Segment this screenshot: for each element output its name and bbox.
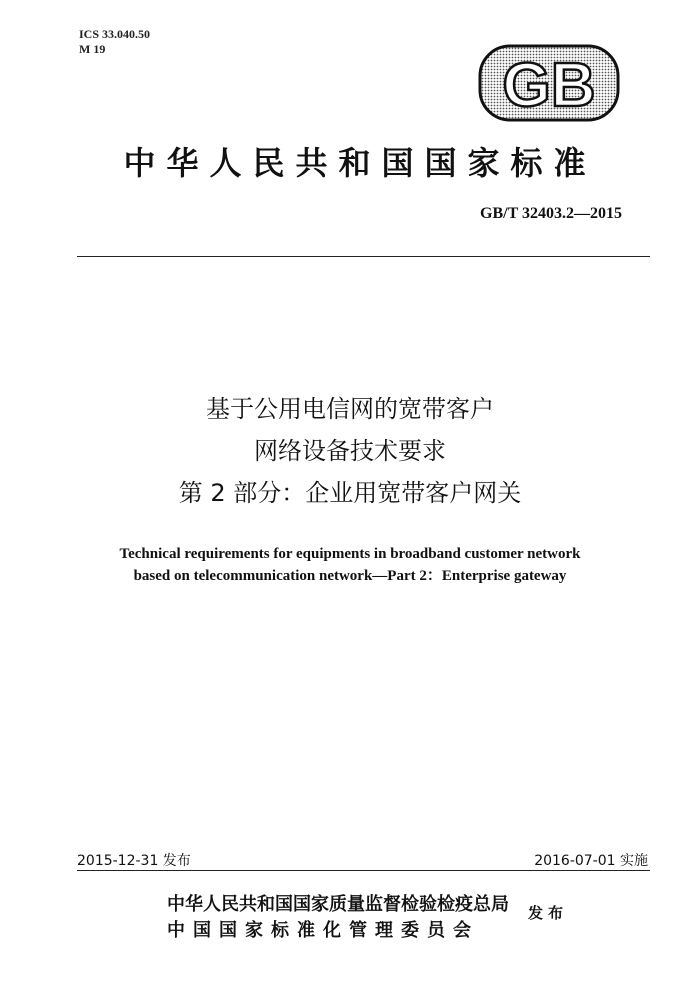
gb-logo (478, 44, 620, 122)
issuer-aqsiq: 中华人民共和国国家质量监督检验检疫总局 (167, 894, 509, 915)
ics-codes (79, 27, 150, 57)
standard-number: GB/T 32403.2—2015 (480, 205, 622, 222)
gb-logo-text: GB (502, 51, 596, 120)
issue-date: 2015-12-31 发布 (77, 853, 191, 869)
top-divider (77, 256, 650, 257)
english-title-line-2: based on telecommunication network—Part 2：Enterprise gateway (133, 568, 567, 584)
publish-label: 发布 (528, 904, 569, 922)
chinese-title-line-3: 第 2 部分：企业用宽带客户网关 (178, 479, 522, 507)
ccs-code: M 19 (79, 42, 106, 56)
issuer-sac: 中国国家标准化管理委员会 (167, 920, 479, 941)
chinese-title-line-2: 网络设备技术要求 (254, 437, 446, 465)
national-standard-title: 中华人民共和国国家标准 (123, 144, 597, 182)
chinese-title-line-1: 基于公用电信网的宽带客户 (206, 395, 494, 423)
bottom-divider (77, 870, 650, 871)
english-title-line-1: Technical requirements for equipments in broadband customer network (119, 546, 581, 562)
ics-code: ICS 33.040.50 (79, 27, 151, 41)
implementation-date: 2016-07-01 实施 (534, 853, 648, 869)
